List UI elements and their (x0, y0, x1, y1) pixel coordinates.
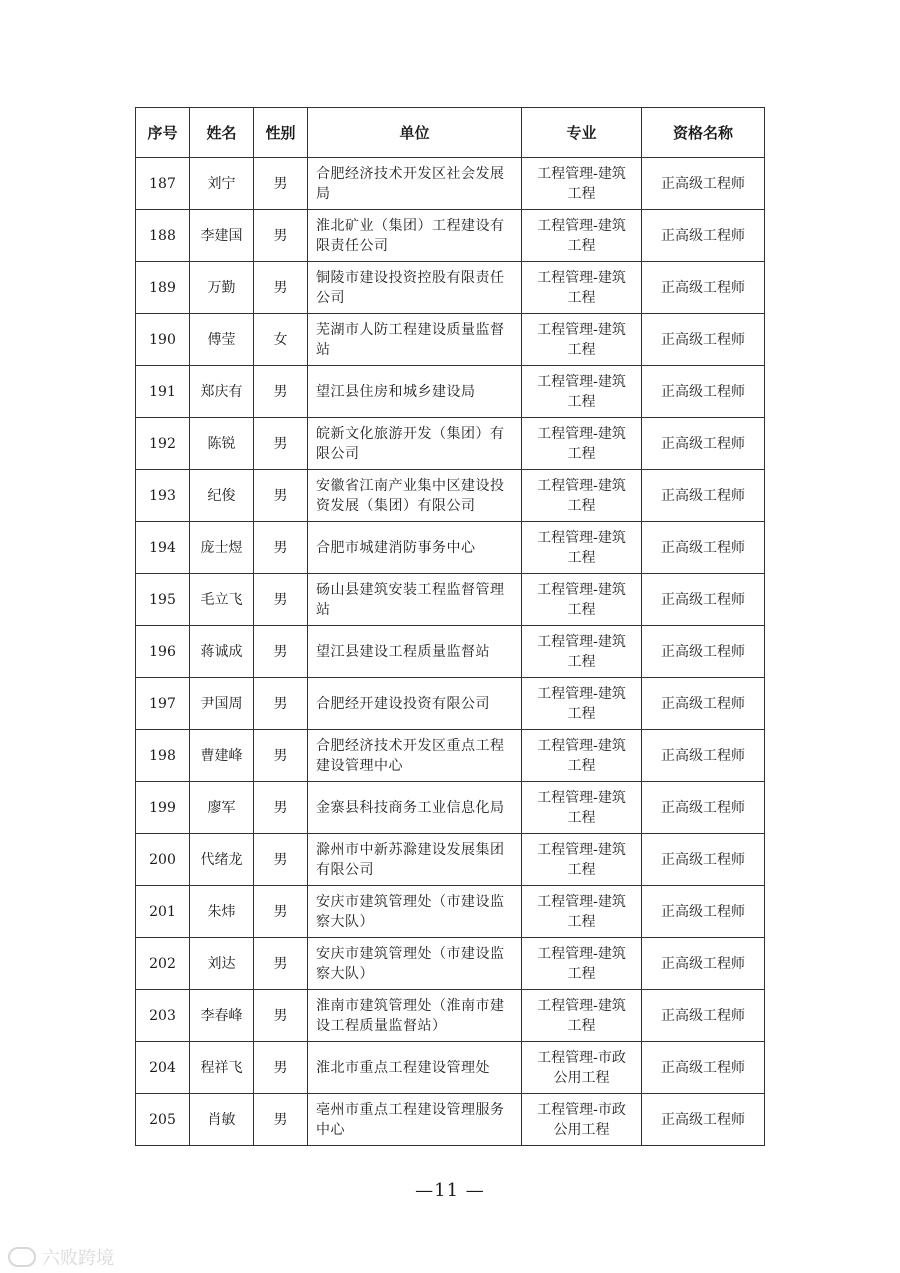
cell-name: 尹国周 (190, 678, 254, 730)
cell-qualification: 正高级工程师 (642, 314, 765, 366)
cell-unit: 合肥市城建消防事务中心 (308, 522, 522, 574)
cell-unit: 合肥经开建设投资有限公司 (308, 678, 522, 730)
cell-gender: 男 (254, 834, 308, 886)
table-row (136, 1042, 765, 1094)
cell-index: 196 (136, 626, 190, 678)
cell-unit: 亳州市重点工程建设管理服务中心 (308, 1094, 522, 1146)
cell-unit: 滁州市中新苏滁建设发展集团有限公司 (308, 834, 522, 886)
cell-qualification: 正高级工程师 (642, 574, 765, 626)
header-name: 姓名 (190, 108, 254, 158)
cell-major: 工程管理-建筑工程 (522, 834, 642, 886)
cell-gender: 男 (254, 210, 308, 262)
cell-qualification: 正高级工程师 (642, 262, 765, 314)
table-row (136, 210, 765, 262)
cell-unit: 合肥经济技术开发区社会发展局 (308, 158, 522, 210)
cell-major: 工程管理-建筑工程 (522, 938, 642, 990)
cell-qualification: 正高级工程师 (642, 626, 765, 678)
cell-unit: 合肥经济技术开发区重点工程建设管理中心 (308, 730, 522, 782)
cell-index: 194 (136, 522, 190, 574)
cell-name: 代绪龙 (190, 834, 254, 886)
cell-gender: 男 (254, 418, 308, 470)
cell-name: 毛立飞 (190, 574, 254, 626)
cell-index: 191 (136, 366, 190, 418)
cell-qualification: 正高级工程师 (642, 522, 765, 574)
cell-major: 工程管理-建筑工程 (522, 886, 642, 938)
cell-index: 204 (136, 1042, 190, 1094)
table-row (136, 938, 765, 990)
cell-major: 工程管理-建筑工程 (522, 678, 642, 730)
cell-qualification: 正高级工程师 (642, 834, 765, 886)
cell-gender: 男 (254, 1042, 308, 1094)
cell-unit: 安庆市建筑管理处（市建设监察大队） (308, 886, 522, 938)
cell-unit: 淮南市建筑管理处（淮南市建设工程质量监督站） (308, 990, 522, 1042)
watermark (8, 1244, 114, 1270)
header-qualification: 资格名称 (642, 108, 765, 158)
cell-gender: 男 (254, 626, 308, 678)
cell-qualification: 正高级工程师 (642, 730, 765, 782)
cell-major: 工程管理-建筑工程 (522, 990, 642, 1042)
cell-qualification: 正高级工程师 (642, 158, 765, 210)
cell-qualification: 正高级工程师 (642, 210, 765, 262)
cell-major: 工程管理-建筑工程 (522, 210, 642, 262)
table-row (136, 470, 765, 522)
cell-unit: 望江县建设工程质量监督站 (308, 626, 522, 678)
cell-name: 朱炜 (190, 886, 254, 938)
header-index: 序号 (136, 108, 190, 158)
table-row (136, 574, 765, 626)
cell-name: 纪俊 (190, 470, 254, 522)
cell-major: 工程管理-建筑工程 (522, 626, 642, 678)
cell-unit: 淮北市重点工程建设管理处 (308, 1042, 522, 1094)
cell-index: 187 (136, 158, 190, 210)
cell-gender: 男 (254, 470, 308, 522)
header-gender: 性别 (254, 108, 308, 158)
table-row (136, 626, 765, 678)
cell-name: 廖军 (190, 782, 254, 834)
cell-unit: 淮北矿业（集团）工程建设有限责任公司 (308, 210, 522, 262)
cell-major: 工程管理-市政公用工程 (522, 1094, 642, 1146)
cell-gender: 男 (254, 730, 308, 782)
cell-major: 工程管理-建筑工程 (522, 158, 642, 210)
cell-unit: 铜陵市建设投资控股有限责任公司 (308, 262, 522, 314)
table-row (136, 418, 765, 470)
cell-index: 205 (136, 1094, 190, 1146)
cell-unit: 皖新文化旅游开发（集团）有限公司 (308, 418, 522, 470)
cell-unit: 安徽省江南产业集中区建设投资发展（集团）有限公司 (308, 470, 522, 522)
cell-unit: 安庆市建筑管理处（市建设监察大队） (308, 938, 522, 990)
cell-index: 202 (136, 938, 190, 990)
cell-index: 199 (136, 782, 190, 834)
cell-major: 工程管理-建筑工程 (522, 730, 642, 782)
cell-gender: 男 (254, 782, 308, 834)
header-unit: 单位 (308, 108, 522, 158)
cell-name: 曹建峰 (190, 730, 254, 782)
watermark-text: 六败跨境 (42, 1248, 114, 1269)
cell-qualification: 正高级工程师 (642, 470, 765, 522)
cell-gender: 女 (254, 314, 308, 366)
cell-name: 蒋诚成 (190, 626, 254, 678)
cell-index: 201 (136, 886, 190, 938)
cell-gender: 男 (254, 990, 308, 1042)
cell-gender: 男 (254, 886, 308, 938)
cell-major: 工程管理-建筑工程 (522, 782, 642, 834)
cell-index: 203 (136, 990, 190, 1042)
cell-name: 肖敏 (190, 1094, 254, 1146)
cell-major: 工程管理-建筑工程 (522, 418, 642, 470)
cell-name: 万勤 (190, 262, 254, 314)
cell-gender: 男 (254, 366, 308, 418)
cell-unit: 砀山县建筑安装工程监督管理站 (308, 574, 522, 626)
cell-index: 195 (136, 574, 190, 626)
cell-index: 192 (136, 418, 190, 470)
cell-unit: 金寨县科技商务工业信息化局 (308, 782, 522, 834)
cell-gender: 男 (254, 522, 308, 574)
cell-name: 庞士煜 (190, 522, 254, 574)
cell-major: 工程管理-建筑工程 (522, 522, 642, 574)
table-row (136, 834, 765, 886)
cell-qualification: 正高级工程师 (642, 1094, 765, 1146)
cell-major: 工程管理-市政公用工程 (522, 1042, 642, 1094)
cell-unit: 望江县住房和城乡建设局 (308, 366, 522, 418)
cell-major: 工程管理-建筑工程 (522, 314, 642, 366)
cell-major: 工程管理-建筑工程 (522, 574, 642, 626)
cell-major: 工程管理-建筑工程 (522, 470, 642, 522)
cell-name: 陈锐 (190, 418, 254, 470)
table-row (136, 678, 765, 730)
cell-name: 刘宁 (190, 158, 254, 210)
cell-index: 197 (136, 678, 190, 730)
cell-qualification: 正高级工程师 (642, 1042, 765, 1094)
cell-gender: 男 (254, 158, 308, 210)
cell-name: 李春峰 (190, 990, 254, 1042)
table-row (136, 366, 765, 418)
table-row (136, 314, 765, 366)
cell-name: 程祥飞 (190, 1042, 254, 1094)
cell-gender: 男 (254, 938, 308, 990)
cell-qualification: 正高级工程师 (642, 678, 765, 730)
cell-index: 193 (136, 470, 190, 522)
cell-gender: 男 (254, 262, 308, 314)
cell-index: 188 (136, 210, 190, 262)
qualification-table (135, 107, 765, 1146)
cell-index: 190 (136, 314, 190, 366)
cell-name: 郑庆有 (190, 366, 254, 418)
table-row (136, 782, 765, 834)
cell-qualification: 正高级工程师 (642, 366, 765, 418)
table-row (136, 262, 765, 314)
cell-qualification: 正高级工程师 (642, 782, 765, 834)
cell-name: 刘达 (190, 938, 254, 990)
watermark-logo-icon (8, 1247, 36, 1267)
table-row (136, 730, 765, 782)
cell-major: 工程管理-建筑工程 (522, 262, 642, 314)
table-row (136, 990, 765, 1042)
cell-major: 工程管理-建筑工程 (522, 366, 642, 418)
cell-qualification: 正高级工程师 (642, 938, 765, 990)
cell-index: 189 (136, 262, 190, 314)
cell-index: 198 (136, 730, 190, 782)
cell-qualification: 正高级工程师 (642, 418, 765, 470)
cell-qualification: 正高级工程师 (642, 990, 765, 1042)
header-major: 专业 (522, 108, 642, 158)
cell-name: 李建国 (190, 210, 254, 262)
cell-name: 傅莹 (190, 314, 254, 366)
table-row (136, 158, 765, 210)
cell-index: 200 (136, 834, 190, 886)
table-row (136, 886, 765, 938)
cell-gender: 男 (254, 678, 308, 730)
table-header-row (136, 108, 765, 158)
cell-gender: 男 (254, 1094, 308, 1146)
table-row (136, 1094, 765, 1146)
cell-qualification: 正高级工程师 (642, 886, 765, 938)
page-number: —11 — (415, 1180, 485, 1201)
cell-unit: 芜湖市人防工程建设质量监督站 (308, 314, 522, 366)
table-row (136, 522, 765, 574)
cell-gender: 男 (254, 574, 308, 626)
